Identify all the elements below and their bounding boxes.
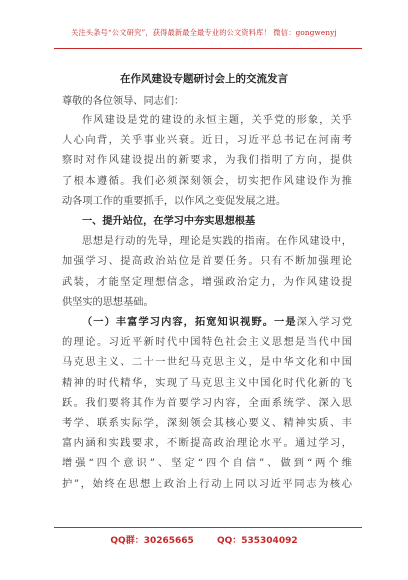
paragraph-line: 富内涵和实践要求，不断提高政治理论水平。通过学习，: [62, 438, 352, 450]
paragraph-line: 武装，才能坚定理想信念，增强政治定力，为作风建设提: [62, 276, 352, 288]
paragraph-line: 的理论。习近平新时代中国特色社会主义思想是当代中国: [62, 337, 352, 349]
paragraph-line: 马克思主义、二十一世纪马克思主义，是中华文化和中国: [62, 357, 352, 369]
paragraph-line: 思想是行动的先导，理论是实践的指南。在作风建设中，: [82, 236, 352, 248]
paragraph-line: 动各项工作的重要抓手，以作风之变促发展之进。: [62, 195, 287, 207]
greeting: 尊敬的各位领导、同志们：: [62, 96, 185, 107]
footer-qq-group: QQ群：30265665: [110, 536, 194, 546]
header-divider: [54, 48, 362, 49]
paragraph-line: 跃。我们要将其作为首要学习内容，全面系统学、深入思: [62, 397, 352, 409]
paragraph-line: 察时对作风建设提出的新要求，为我们指明了方向，提供: [62, 155, 352, 167]
paragraph-line: 加强学习、提高政治站位是首要任务。只有不断加强理论: [62, 256, 352, 268]
subsection-first-line-rest: 深入学习党: [296, 317, 352, 328]
intro-paragraph: [62, 111, 352, 212]
footer-qq: QQ：535304092: [216, 536, 298, 546]
paragraph-line: 增强“四个意识”、坚定“四个自信”、做到“两个维: [62, 458, 352, 470]
footer-divider: [54, 527, 362, 528]
paragraph-line: 护”，始终在思想上政治上行动上同以习近平同志为核心: [62, 478, 352, 490]
paragraph-line: 供坚实的思想基础。: [62, 296, 154, 308]
paragraph-line: 人心向背，关乎事业兴衰。近日，习近平总书记在河南考: [62, 135, 352, 147]
footer-banner: [0, 533, 408, 546]
paragraph-line: 作风建设是党的建设的永恒主题，关乎党的形象，关乎: [82, 115, 352, 126]
subsection-first-line: [62, 313, 352, 333]
section-1: [62, 212, 352, 313]
subsection-1: [62, 313, 352, 495]
section-heading: 一、提升站位，在学习中夯实思想根基: [82, 216, 256, 227]
subsection-heading: （一）丰富学习内容，拓宽知识视野。一是: [82, 317, 297, 328]
document-title: 在作风建设专题研讨会上的交流发言: [120, 73, 288, 85]
header-banner: 关注头条号“公文研究”，获得最新最全最专业的公文资料库！ 微信：gongwenyj: [71, 28, 337, 37]
paragraph-line: 了根本遵循。我们必须深刻领会，切实把作风建设作为推: [62, 175, 352, 187]
paragraph-line: 考学、联系实际学，深刻领会其核心要义、精神实质、丰: [62, 417, 352, 429]
paragraph-line: 精神的时代精华，实现了马克思主义中国化时代化新的飞: [62, 377, 352, 389]
